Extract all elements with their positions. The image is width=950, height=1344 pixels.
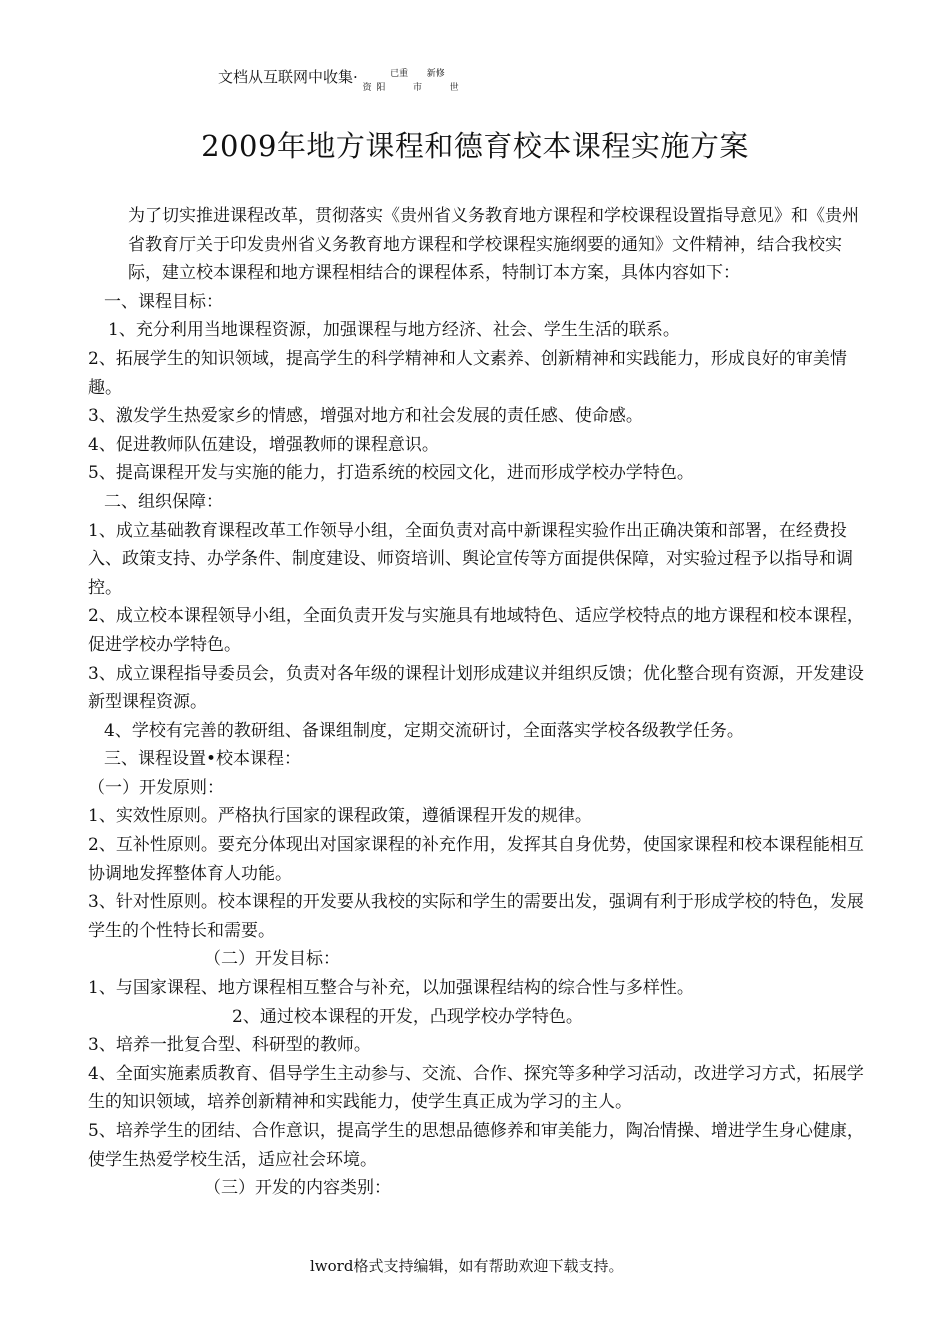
intro-paragraph: 为了切实推进课程改革，贯彻落实《贵州省义务教育地方课程和学校课程设置指导意见》和《贵州省教育厅关于印发贵州省义务教育地方课程和学校课程实施纲要的通知》文件精神，结合我校实际，建立校本课程和地方课程相结合的课程体系，特制订本方案，具体内容如下： [128, 206, 859, 284]
list-item: 5、提高课程开发与实施的能力，打造系统的校园文化，进而形成学校办学特色。 [88, 463, 694, 484]
list-item: 1、充分利用当地课程资源，加强课程与地方经济、社会、学生生活的联系。 [108, 320, 680, 341]
section-heading: 一、课程目标： [104, 291, 223, 312]
section-heading: 三、课程设置•校本课程： [104, 749, 302, 770]
section-heading: 二、组织保障： [104, 491, 223, 512]
list-item: 1、实效性原则。严格执行国家的课程政策，遵循课程开发的规律。 [88, 806, 592, 827]
page-header [218, 66, 459, 93]
list-item: 1、与国家课程、地方课程相互整合与补充，以加强课程结构的综合性与多样性。 [88, 978, 694, 999]
list-item: 4、促进教师队伍建设，增强教师的课程意识。 [88, 434, 439, 455]
list-item: 2、互补性原则。要充分体现出对国家课程的补充作用，发挥其自身优势，使国家课程和校本课程能相互协调地发挥整体育人功能。 [88, 835, 864, 884]
header-fragment: 已重 [390, 69, 409, 79]
list-item: 3、培养一批复合型、科研型的教师。 [88, 1035, 371, 1056]
list-item: 3、激发学生热爱家乡的情感，增强对地方和社会发展的责任感、使命感。 [88, 406, 643, 427]
header-text: 文档从互联网中收集 [218, 68, 354, 86]
subsection-heading: （一）开发原则： [88, 777, 224, 798]
list-item: 3、针对性原则。校本课程的开发要从我校的实际和学生的需要出发，强调有利于形成学校的特色，发展学生的个性特长和需要。 [88, 892, 864, 941]
header-fragment: 市 [412, 83, 422, 93]
list-item: 4、学校有完善的教研组、备课组制度，定期交流研讨，全面落实学校各级教学任务。 [104, 720, 744, 741]
document-title: 2009年地方课程和德育校本课程实施方案 [201, 129, 749, 163]
list-item: 3、成立课程指导委员会，负责对各年级的课程计划形成建议并组织反馈；优化整合现有资源，开发建设新型课程资源。 [88, 663, 864, 713]
header-fragment: 世 [449, 83, 459, 93]
list-item: 2、拓展学生的知识领域，提高学生的科学精神和人文素养、创新精神和实践能力，形成良好的审美情趣。 [88, 348, 847, 398]
header-fragment: 新修 [426, 69, 445, 79]
page-footer: lword格式支持编辑，如有帮助欢迎下载支持。 [310, 1257, 624, 1275]
subsection-heading: （二）开发目标： [204, 949, 340, 970]
header-fragment: 阳 [376, 83, 386, 93]
document-body [88, 202, 874, 1203]
list-item: 1、成立基础教育课程改革工作领导小组，全面负责对高中新课程实验作出正确决策和部署，在经费投入、政策支持、办学条件、制度建设、师资培训、舆论宣传等方面提供保障，对实验过程予以指导和调控。 [88, 520, 853, 598]
header-dot: · [353, 68, 358, 86]
list-item: 2、成立校本课程领导小组，全面负责开发与实施具有地域特色、适应学校特点的地方课程和校本课程，促进学校办学特色。 [88, 606, 864, 655]
list-item: 2、通过校本课程的开发，凸现学校办学特色。 [232, 1006, 583, 1027]
list-item: 5、培养学生的团结、合作意识，提高学生的思想品德修养和审美能力，陶冶情操、增进学生身心健康，使学生热爱学校生活，适应社会环境。 [88, 1121, 864, 1170]
list-item: 4、全面实施素质教育、倡导学生主动参与、交流、合作、探究等多种学习活动，改进学习方式，拓展学生的知识领域，培养创新精神和实践能力，使学生真正成为学习的主人。 [88, 1063, 864, 1113]
subsection-heading: （三）开发的内容类别： [204, 1178, 391, 1199]
header-fragment: 资 [362, 83, 372, 93]
